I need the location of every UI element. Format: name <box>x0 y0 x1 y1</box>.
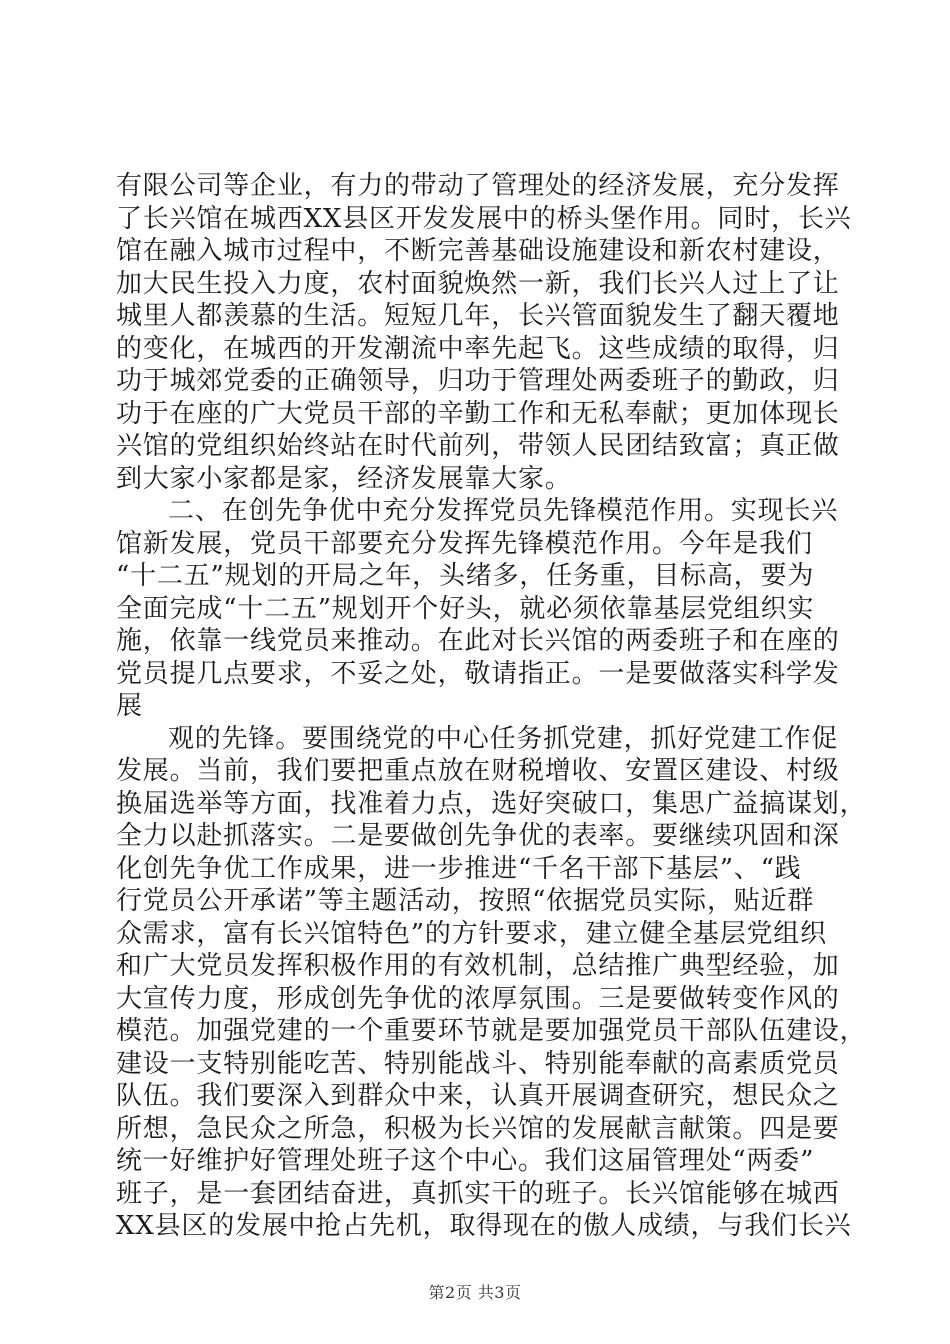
text-line: 化创先争优工作成果，进一步推进“千名干部下基层”、“践 <box>116 853 802 884</box>
text-line: 的变化，在城西的开发潮流中率先起飞。这些成绩的取得，归 <box>116 333 840 364</box>
text-line: 班子，是一套团结奋进，真抓实干的班子。长兴馆能够在城西 <box>116 1178 840 1209</box>
text-line: 功于在座的广大党员干部的辛勤工作和无私奉献；更加体现长 <box>116 398 840 429</box>
text-line: 展 <box>116 691 143 721</box>
text-line: 馆在融入城市过程中，不断完善基础设施建设和新农村建设， <box>116 236 840 266</box>
text-line: 统一好维护好管理处班子这个中心。我们这届管理处“两委” <box>116 1146 815 1176</box>
text-line: 发展。当前，我们要把重点放在财税增收、安置区建设、村级 <box>116 756 840 786</box>
text-line: 全面完成“十二五”规划开个好头，就必须依靠基层党组织实 <box>116 593 815 624</box>
text-line: 换届选举等方面，找准着力点，选好突破口，集思广益搞谋划， <box>116 788 867 819</box>
text-line: 所想，急民众之所急，积极为长兴馆的发展献言献策。四是要 <box>116 1113 840 1144</box>
text-line: 城里人都羡慕的生活。短短几年，长兴管面貌发生了翻天覆地 <box>116 301 840 331</box>
page-number-footer: 第2页 共3页 <box>428 1283 522 1302</box>
text-line: 馆新发展，党员干部要充分发挥先锋模范作用。今年是我们 <box>116 528 813 559</box>
text-line: 施，依靠一线党员来推动。在此对长兴馆的两委班子和在座的 <box>116 626 840 656</box>
text-line: 功于城郊党委的正确领导，归功于管理处两委班子的勤政，归 <box>116 366 840 396</box>
document-body <box>116 170 867 1243</box>
text-line: 行党员公开承诺”等主题活动，按照“依据党员实际，贴近群 <box>116 886 815 916</box>
text-line: 兴馆的党组织始终站在时代前列，带领人民团结致富；真正做 <box>116 431 840 461</box>
text-line: XX县区的发展中抢占先机，取得现在的傲人成绩，与我们长兴 <box>116 1211 852 1241</box>
paragraph-start-line: 观的先锋。要围绕党的中心任务抓党建，抓好党建工作促 <box>168 723 839 754</box>
text-line: 建设一支特别能吃苦、特别能战斗、特别能奉献的高素质党员 <box>116 1048 840 1079</box>
section-heading-line: 二、在创先争优中充分发挥党员先锋模范作用。实现长兴 <box>168 496 839 526</box>
text-line: 党员提几点要求，不妥之处，敬请指正。一是要做落实科学发 <box>116 658 840 689</box>
text-line: 队伍。我们要深入到群众中来，认真开展调查研究，想民众之 <box>116 1081 840 1111</box>
text-line: 有限公司等企业，有力的带动了管理处的经济发展，充分发挥 <box>116 171 840 201</box>
text-line: 了长兴馆在城西XX县区开发发展中的桥头堡作用。同时，长兴 <box>116 203 852 234</box>
text-line: 模范。加强党建的一个重要环节就是要加强党员干部队伍建设， <box>116 1016 867 1046</box>
text-line: 众需求，富有长兴馆特色”的方针要求，建立健全基层党组织 <box>116 918 827 949</box>
text-line: 到大家小家都是家，经济发展靠大家。 <box>116 463 572 494</box>
text-line: “十二五”规划的开局之年，头绪多，任务重，目标高，要为 <box>116 561 815 591</box>
text-line: 大宣传力度，形成创先争优的浓厚氛围。三是要做转变作风的 <box>116 983 840 1014</box>
text-line: 全力以赴抓落实。二是要做创先争优的表率。要继续巩固和深 <box>116 821 840 851</box>
text-line: 和广大党员发挥积极作用的有效机制，总结推广典型经验，加 <box>116 951 840 981</box>
text-line: 加大民生投入力度，农村面貌焕然一新，我们长兴人过上了让 <box>116 268 840 299</box>
